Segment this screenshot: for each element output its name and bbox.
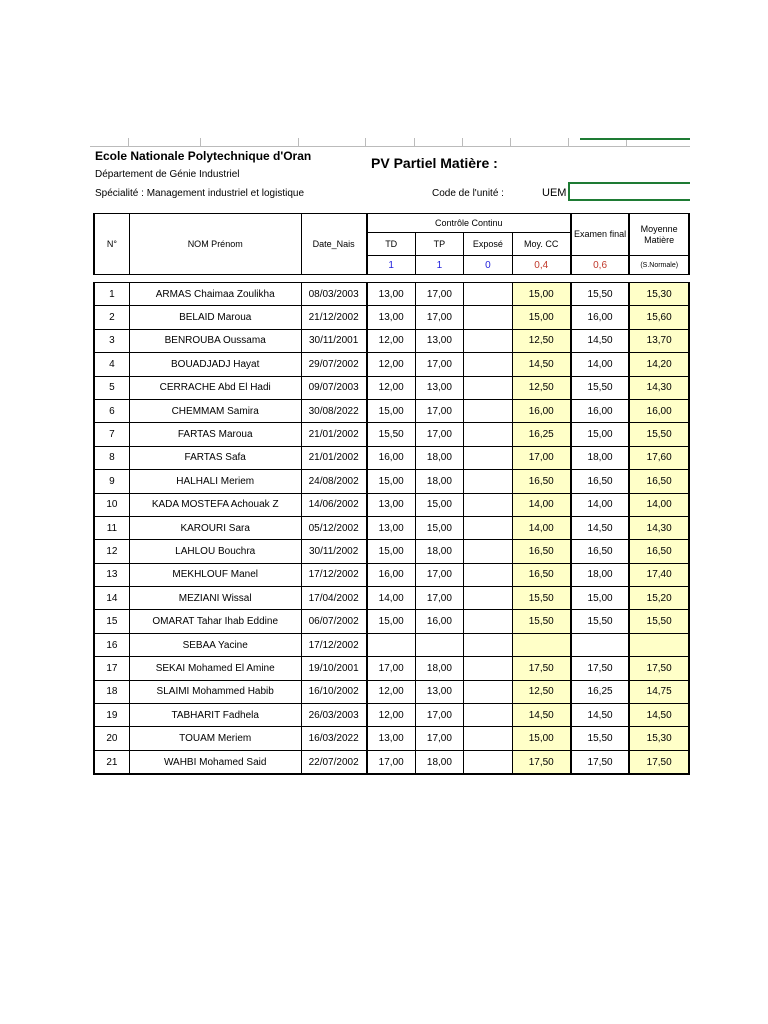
student-rows <box>94 283 689 775</box>
spreadsheet-sheet <box>90 138 690 800</box>
cell-tp[interactable]: 17,00 <box>415 306 463 329</box>
cell-moyenne[interactable]: 15,60 <box>629 306 689 329</box>
cell-moyenne[interactable]: 14,20 <box>629 353 689 376</box>
moyenne-note: (S.Normale) <box>629 256 689 275</box>
cell-moy-cc[interactable]: 16,50 <box>512 470 571 493</box>
cell-expose[interactable] <box>464 633 512 656</box>
cell-examen[interactable]: 14,50 <box>571 329 630 352</box>
cell-name[interactable]: KAROURI Sara <box>129 516 301 539</box>
table-row <box>94 633 689 656</box>
cell-tp[interactable]: 17,00 <box>415 587 463 610</box>
cell-date[interactable]: 17/12/2002 <box>301 563 367 586</box>
cell-tp[interactable]: 17,00 <box>415 563 463 586</box>
unit-code-cell[interactable] <box>568 182 690 201</box>
cell-name[interactable]: WAHBI Mohamed Said <box>129 750 301 774</box>
cell-examen[interactable]: 14,00 <box>571 493 630 516</box>
cell-td[interactable]: 13,00 <box>367 283 415 306</box>
cell-moy-cc[interactable]: 15,50 <box>512 587 571 610</box>
cell-tp[interactable] <box>415 633 463 656</box>
col-header-controle-continu: Contrôle Continu <box>367 214 571 233</box>
cell-moy-cc[interactable]: 15,00 <box>512 306 571 329</box>
cell-expose[interactable] <box>464 306 512 329</box>
cell-moy-cc[interactable]: 16,50 <box>512 563 571 586</box>
cell-date[interactable]: 08/03/2003 <box>301 283 367 306</box>
cell-name[interactable]: BENROUBA Oussama <box>129 329 301 352</box>
cell-moy-cc[interactable]: 17,00 <box>512 446 571 469</box>
cell-expose[interactable] <box>464 750 512 774</box>
cell-moy-cc[interactable]: 14,00 <box>512 493 571 516</box>
cell-num[interactable]: 4 <box>94 353 129 376</box>
cell-td[interactable]: 12,00 <box>367 376 415 399</box>
table-row <box>94 610 689 633</box>
cell-moy-cc[interactable]: 14,00 <box>512 516 571 539</box>
cell-examen[interactable]: 14,50 <box>571 704 630 727</box>
weight-examen: 0,6 <box>571 256 630 275</box>
cell-expose[interactable] <box>464 283 512 306</box>
table-row <box>94 353 689 376</box>
cell-tp[interactable]: 13,00 <box>415 376 463 399</box>
cell-examen[interactable]: 18,00 <box>571 563 630 586</box>
table-row <box>94 727 689 750</box>
cell-td[interactable]: 15,00 <box>367 610 415 633</box>
col-header-td: TD <box>367 233 415 256</box>
cell-name[interactable]: MEZIANI Wissal <box>129 587 301 610</box>
cell-moyenne[interactable]: 16,50 <box>629 540 689 563</box>
cell-moy-cc[interactable]: 15,00 <box>512 283 571 306</box>
cell-expose[interactable] <box>464 399 512 422</box>
pv-title: PV Partiel Matière : <box>371 155 498 171</box>
cell-date[interactable]: 30/08/2022 <box>301 399 367 422</box>
unit-code-value: UEM <box>542 187 567 199</box>
cell-moy-cc[interactable]: 16,50 <box>512 540 571 563</box>
cell-moyenne[interactable]: 14,50 <box>629 704 689 727</box>
cell-moy-cc[interactable]: 14,50 <box>512 704 571 727</box>
col-header-moyenne <box>629 214 689 256</box>
cell-expose[interactable] <box>464 376 512 399</box>
cell-num[interactable]: 13 <box>94 563 129 586</box>
cell-name[interactable]: LAHLOU Bouchra <box>129 540 301 563</box>
cell-moy-cc[interactable]: 15,00 <box>512 727 571 750</box>
cell-expose[interactable] <box>464 587 512 610</box>
cell-examen[interactable]: 15,50 <box>571 727 630 750</box>
table-row <box>94 423 689 446</box>
unit-code-label: Code de l'unité : <box>432 188 504 199</box>
cell-td[interactable]: 17,00 <box>367 657 415 680</box>
cell-examen[interactable]: 16,25 <box>571 680 630 703</box>
weight-moy-cc: 0,4 <box>512 256 571 275</box>
table-row <box>94 750 689 774</box>
cell-td[interactable]: 12,00 <box>367 353 415 376</box>
cell-examen[interactable]: 16,00 <box>571 399 630 422</box>
cell-date[interactable]: 17/04/2002 <box>301 587 367 610</box>
cell-tp[interactable]: 13,00 <box>415 680 463 703</box>
cell-moy-cc[interactable]: 17,50 <box>512 657 571 680</box>
cell-name[interactable]: MEKHLOUF Manel <box>129 563 301 586</box>
cell-name[interactable]: CERRACHE Abd El Hadi <box>129 376 301 399</box>
cell-moyenne[interactable]: 14,75 <box>629 680 689 703</box>
cell-td[interactable]: 12,00 <box>367 680 415 703</box>
cell-moyenne[interactable]: 17,50 <box>629 750 689 774</box>
cell-tp[interactable]: 16,00 <box>415 610 463 633</box>
cell-moy-cc[interactable]: 14,50 <box>512 353 571 376</box>
cell-num[interactable]: 3 <box>94 329 129 352</box>
cell-date[interactable]: 30/11/2001 <box>301 329 367 352</box>
cell-num[interactable]: 17 <box>94 657 129 680</box>
cell-tp[interactable]: 17,00 <box>415 353 463 376</box>
cell-tp[interactable]: 15,00 <box>415 493 463 516</box>
cell-expose[interactable] <box>464 329 512 352</box>
cell-name[interactable]: OMARAT Tahar Ihab Eddine <box>129 610 301 633</box>
cell-moy-cc[interactable]: 12,50 <box>512 376 571 399</box>
cell-expose[interactable] <box>464 516 512 539</box>
cell-tp[interactable]: 18,00 <box>415 657 463 680</box>
table-row <box>94 587 689 610</box>
cell-examen[interactable]: 15,50 <box>571 376 630 399</box>
cell-td[interactable]: 14,00 <box>367 587 415 610</box>
cell-num[interactable]: 11 <box>94 516 129 539</box>
table-row <box>94 306 689 329</box>
cell-tp[interactable]: 18,00 <box>415 446 463 469</box>
cell-td[interactable]: 16,00 <box>367 446 415 469</box>
grades-table <box>93 213 690 775</box>
cell-examen[interactable]: 16,00 <box>571 306 630 329</box>
cell-date[interactable]: 16/10/2002 <box>301 680 367 703</box>
cell-name[interactable]: CHEMMAM Samira <box>129 399 301 422</box>
cell-examen[interactable]: 17,50 <box>571 657 630 680</box>
column-header-strip <box>90 138 690 147</box>
table-row <box>94 657 689 680</box>
cell-moyenne[interactable]: 16,50 <box>629 470 689 493</box>
cell-expose[interactable] <box>464 423 512 446</box>
moyenne-label: Moyenne Matière <box>640 223 678 245</box>
cell-moy-cc[interactable]: 16,25 <box>512 423 571 446</box>
cell-expose[interactable] <box>464 446 512 469</box>
cell-moyenne[interactable]: 17,50 <box>629 657 689 680</box>
cell-date[interactable]: 30/11/2002 <box>301 540 367 563</box>
cell-tp[interactable]: 17,00 <box>415 399 463 422</box>
cell-name[interactable]: SEKAI Mohamed El Amine <box>129 657 301 680</box>
table-row <box>94 540 689 563</box>
cell-num[interactable]: 9 <box>94 470 129 493</box>
cell-expose[interactable] <box>464 680 512 703</box>
cell-expose[interactable] <box>464 727 512 750</box>
cell-moyenne[interactable]: 17,60 <box>629 446 689 469</box>
cell-expose[interactable] <box>464 657 512 680</box>
cell-name[interactable]: ARMAS Chaimaa Zoulikha <box>129 283 301 306</box>
cell-moyenne[interactable]: 16,00 <box>629 399 689 422</box>
cell-date[interactable]: 06/07/2002 <box>301 610 367 633</box>
cell-moyenne[interactable]: 15,50 <box>629 423 689 446</box>
table-row <box>94 680 689 703</box>
cell-examen[interactable]: 14,50 <box>571 516 630 539</box>
cell-td[interactable]: 12,00 <box>367 329 415 352</box>
table-row <box>94 470 689 493</box>
department-name: Département de Génie Industriel <box>95 169 240 180</box>
cell-num[interactable]: 15 <box>94 610 129 633</box>
header-spacer <box>94 275 689 283</box>
cell-name[interactable]: FARTAS Maroua <box>129 423 301 446</box>
col-header-tp: TP <box>415 233 463 256</box>
cell-num[interactable]: 7 <box>94 423 129 446</box>
cell-td[interactable]: 15,00 <box>367 470 415 493</box>
cell-tp[interactable]: 18,00 <box>415 750 463 774</box>
cell-examen[interactable]: 15,50 <box>571 610 630 633</box>
cell-name[interactable]: BELAID Maroua <box>129 306 301 329</box>
cell-td[interactable]: 13,00 <box>367 516 415 539</box>
cell-moyenne[interactable]: 17,40 <box>629 563 689 586</box>
cell-examen[interactable]: 16,50 <box>571 540 630 563</box>
cell-tp[interactable]: 13,00 <box>415 329 463 352</box>
cell-num[interactable]: 21 <box>94 750 129 774</box>
cell-td[interactable]: 15,50 <box>367 423 415 446</box>
cell-name[interactable]: HALHALI Meriem <box>129 470 301 493</box>
col-header-date: Date_Nais <box>301 214 367 275</box>
cell-num[interactable]: 6 <box>94 399 129 422</box>
examen-label: Examen final <box>574 229 627 239</box>
cell-date[interactable]: 29/07/2002 <box>301 353 367 376</box>
cell-num[interactable]: 1 <box>94 283 129 306</box>
cell-num[interactable]: 5 <box>94 376 129 399</box>
cell-tp[interactable]: 17,00 <box>415 283 463 306</box>
cell-td[interactable]: 13,00 <box>367 493 415 516</box>
cell-num[interactable]: 20 <box>94 727 129 750</box>
cell-name[interactable]: KADA MOSTEFA Achouak Z <box>129 493 301 516</box>
weight-td: 1 <box>367 256 415 275</box>
table-row <box>94 563 689 586</box>
cell-td[interactable]: 13,00 <box>367 306 415 329</box>
cell-expose[interactable] <box>464 610 512 633</box>
weight-tp: 1 <box>415 256 463 275</box>
cell-name[interactable]: SLAIMI Mohammed Habib <box>129 680 301 703</box>
cell-date[interactable]: 22/07/2002 <box>301 750 367 774</box>
cell-examen[interactable]: 15,00 <box>571 587 630 610</box>
cell-examen[interactable]: 14,00 <box>571 353 630 376</box>
cell-name[interactable]: TABHARIT Fadhela <box>129 704 301 727</box>
cell-moyenne[interactable]: 13,70 <box>629 329 689 352</box>
cell-date[interactable]: 17/12/2002 <box>301 633 367 656</box>
cell-date[interactable]: 24/08/2002 <box>301 470 367 493</box>
cell-td[interactable]: 17,00 <box>367 750 415 774</box>
cell-examen[interactable]: 15,00 <box>571 423 630 446</box>
cell-date[interactable]: 21/12/2002 <box>301 306 367 329</box>
cell-expose[interactable] <box>464 353 512 376</box>
cell-num[interactable]: 14 <box>94 587 129 610</box>
cell-examen[interactable]: 17,50 <box>571 750 630 774</box>
cell-num[interactable]: 16 <box>94 633 129 656</box>
cell-date[interactable]: 05/12/2002 <box>301 516 367 539</box>
cell-td[interactable]: 15,00 <box>367 540 415 563</box>
weight-expose: 0 <box>464 256 512 275</box>
cell-num[interactable]: 19 <box>94 704 129 727</box>
col-header-moy-cc: Moy. CC <box>512 233 571 256</box>
cell-date[interactable]: 09/07/2003 <box>301 376 367 399</box>
cell-moy-cc[interactable]: 17,50 <box>512 750 571 774</box>
cell-date[interactable]: 19/10/2001 <box>301 657 367 680</box>
cell-td[interactable]: 12,00 <box>367 704 415 727</box>
col-header-num: N° <box>94 214 129 275</box>
cell-tp[interactable]: 18,00 <box>415 470 463 493</box>
cell-moyenne[interactable]: 15,30 <box>629 283 689 306</box>
cell-td[interactable] <box>367 633 415 656</box>
col-header-expose: Exposé <box>464 233 512 256</box>
table-row <box>94 399 689 422</box>
cell-examen[interactable]: 16,50 <box>571 470 630 493</box>
cell-date[interactable]: 26/03/2003 <box>301 704 367 727</box>
cell-num[interactable]: 8 <box>94 446 129 469</box>
cell-td[interactable]: 16,00 <box>367 563 415 586</box>
cell-tp[interactable]: 18,00 <box>415 540 463 563</box>
cell-moyenne[interactable]: 14,30 <box>629 376 689 399</box>
cell-moyenne[interactable]: 14,30 <box>629 516 689 539</box>
cell-moyenne[interactable] <box>629 633 689 656</box>
cell-tp[interactable]: 17,00 <box>415 423 463 446</box>
cell-num[interactable]: 12 <box>94 540 129 563</box>
cell-td[interactable]: 15,00 <box>367 399 415 422</box>
cell-tp[interactable]: 17,00 <box>415 704 463 727</box>
cell-moyenne[interactable]: 15,50 <box>629 610 689 633</box>
table-row <box>94 376 689 399</box>
speciality-label: Spécialité : Management industriel et logistique <box>95 188 305 199</box>
cell-moy-cc[interactable]: 16,00 <box>512 399 571 422</box>
cell-num[interactable]: 10 <box>94 493 129 516</box>
cell-moy-cc[interactable]: 15,50 <box>512 610 571 633</box>
table-row <box>94 516 689 539</box>
col-header-name: NOM Prénom <box>129 214 301 275</box>
cell-tp[interactable]: 15,00 <box>415 516 463 539</box>
cell-name[interactable]: TOUAM Meriem <box>129 727 301 750</box>
cell-num[interactable]: 18 <box>94 680 129 703</box>
cell-moy-cc[interactable]: 12,50 <box>512 680 571 703</box>
cell-expose[interactable] <box>464 563 512 586</box>
cell-num[interactable]: 2 <box>94 306 129 329</box>
cell-name[interactable]: FARTAS Safa <box>129 446 301 469</box>
cell-expose[interactable] <box>464 540 512 563</box>
cell-date[interactable]: 16/03/2022 <box>301 727 367 750</box>
cell-expose[interactable] <box>464 704 512 727</box>
cell-tp[interactable]: 17,00 <box>415 727 463 750</box>
table-row <box>94 704 689 727</box>
cell-examen[interactable]: 15,50 <box>571 283 630 306</box>
cell-td[interactable]: 13,00 <box>367 727 415 750</box>
cell-moyenne[interactable]: 14,00 <box>629 493 689 516</box>
cell-expose[interactable] <box>464 493 512 516</box>
cell-date[interactable]: 21/01/2002 <box>301 446 367 469</box>
cell-date[interactable]: 21/01/2002 <box>301 423 367 446</box>
table-row <box>94 493 689 516</box>
school-name: Ecole Nationale Polytechnique d'Oran <box>95 149 312 163</box>
cell-name[interactable]: BOUADJADJ Hayat <box>129 353 301 376</box>
cell-name[interactable]: SEBAA Yacine <box>129 633 301 656</box>
table-row <box>94 283 689 306</box>
table-row <box>94 446 689 469</box>
cell-examen[interactable]: 18,00 <box>571 446 630 469</box>
cell-moyenne[interactable]: 15,20 <box>629 587 689 610</box>
col-header-examen <box>571 214 630 256</box>
cell-moyenne[interactable]: 15,30 <box>629 727 689 750</box>
cell-examen[interactable] <box>571 633 630 656</box>
cell-moy-cc[interactable] <box>512 633 571 656</box>
cell-date[interactable]: 14/06/2002 <box>301 493 367 516</box>
cell-moy-cc[interactable]: 12,50 <box>512 329 571 352</box>
cell-expose[interactable] <box>464 470 512 493</box>
table-row <box>94 329 689 352</box>
